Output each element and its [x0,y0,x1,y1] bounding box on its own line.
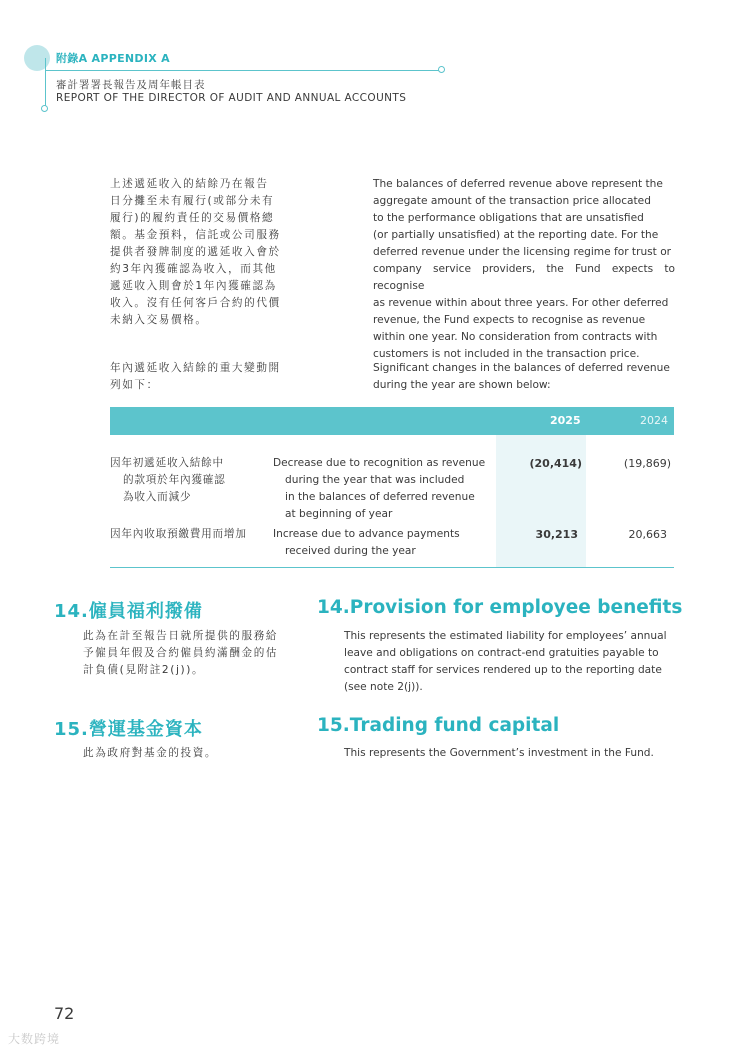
changes-intro-en [373,360,675,394]
year-2025-header: 2025 [550,414,581,427]
text-line: received during the year [285,545,416,557]
text-line: Significant changes in the balances of deferred revenue [373,362,670,374]
text-line: 遞延收入則會於1年內獲確認為 [110,280,277,292]
section-14-body-zh [83,628,293,679]
text-line: 約3年內獲確認為收入，而其他 [110,263,277,275]
text-line: during the year that was included [285,474,465,486]
text-line: during the year are shown below: [373,379,551,391]
text-line: (see note 2(j)). [344,681,423,693]
section-14-heading-en: 14.Provision for employee benefits [317,597,683,618]
table-row-2-label-zh [110,526,270,543]
text-line: leave and obligations on contract-end gratuities payable to [344,647,659,659]
text-line: revenue, the Fund expects to recognise as revenue [373,314,646,326]
text-line: Decrease due to recognition as revenue [273,457,486,469]
header-horizontal-line [45,70,441,71]
text-line: customers is not included in the transaction price. [373,348,640,360]
header-title-zh: 審計署署長報告及周年帳目表 [56,79,206,91]
section-14-body-en [344,628,675,696]
text-line: (or partially unsatisfied) at the reporting date. For the [373,229,659,241]
changes-intro-zh [110,360,290,394]
text-line: 的款項於年內獲確認 [123,474,226,486]
text-line: Increase due to advance payments [273,528,460,540]
text-line: 日分攤至未有履行(或部分未有 [110,195,275,207]
text-line: The balances of deferred revenue above represent the [373,178,663,190]
watermark: 大数跨境 [8,1032,61,1046]
text-line: deferred revenue under the licensing regime for trust or [373,246,672,258]
text-line: to the performance obligations that are unsatisfied [373,212,644,224]
text-line: 未納入交易價格。 [110,314,208,326]
section-15-body-zh [83,745,293,762]
text-line: 提供者發牌制度的遞延收入會於 [110,246,281,258]
text-line: 予僱員年假及合約僱員約滿酬金的估 [83,647,279,659]
text-line: This represents the Government’s investment in the Fund. [344,747,654,759]
header-line-end-dot [438,66,445,73]
year-2024-header: 2024 [640,414,668,427]
header-title-en: REPORT OF THE DIRECTOR OF AUDIT AND ANNUAL ACCOUNTS [56,92,407,104]
text-line: 列如下： [110,379,159,391]
section-15-heading-zh: 15.營運基金資本 [54,719,203,740]
table-row-1-label-zh [110,455,270,506]
text-line: 收入。沒有任何客戶合約的代價 [110,297,281,309]
text-line: 因年初遞延收入結餘中 [110,457,224,469]
text-line: 此為政府對基金的投資。 [83,747,218,759]
header-vertical-line [45,58,46,108]
text-line: aggregate amount of the transaction price allocated [373,195,651,207]
text-line: 因年內收取預繳費用而增加 [110,528,247,540]
section-15-heading-en: 15.Trading fund capital [317,715,560,736]
text-line: contract staff for services rendered up to the reporting date [344,664,662,676]
text-line: company service providers, the Fund expects to recognise [373,263,675,292]
text-line: 年內遞延收入結餘的重大變動開 [110,362,281,374]
table-row-2-label-en [273,526,495,560]
header-line-bottom-dot [41,105,48,112]
text-line: 履行)的履約責任的交易價格總 [110,212,275,224]
text-line: at beginning of year [285,508,393,520]
text-line: 此為在計至報告日就所提供的服務給 [83,630,279,642]
section-15-body-en [344,745,675,762]
intro-paragraph-en [373,176,675,363]
text-line: within one year. No consideration from contracts with [373,331,658,343]
section-14-heading-zh: 14.僱員福利撥備 [54,601,203,622]
table-row-1-label-en [273,455,495,523]
intro-paragraph-zh [110,176,290,329]
table-row-2-value-2024: 20,663 [628,528,667,541]
header-circle-decoration [24,45,50,71]
appendix-label: 附錄A APPENDIX A [56,52,170,65]
table-row-1-value-2025: (20,414) [529,457,582,470]
text-line: 計負債(見附註2(j))。 [83,664,205,676]
text-line: 額。基金預料，信託或公司服務 [110,229,281,241]
text-line: as revenue within about three years. For other deferred [373,297,669,309]
text-line: This represents the estimated liability for employees’ annual [344,630,667,642]
page-number: 72 [54,1004,75,1023]
text-line: 為收入而減少 [123,491,192,503]
text-line: in the balances of deferred revenue [285,491,475,503]
table-row-2-value-2025: 30,213 [535,528,578,541]
table-bottom-rule [110,567,674,568]
text-line: 上述遞延收入的結餘乃在報告 [110,178,269,190]
table-row-1-value-2024: (19,869) [623,457,671,470]
table-header-band [110,407,674,435]
